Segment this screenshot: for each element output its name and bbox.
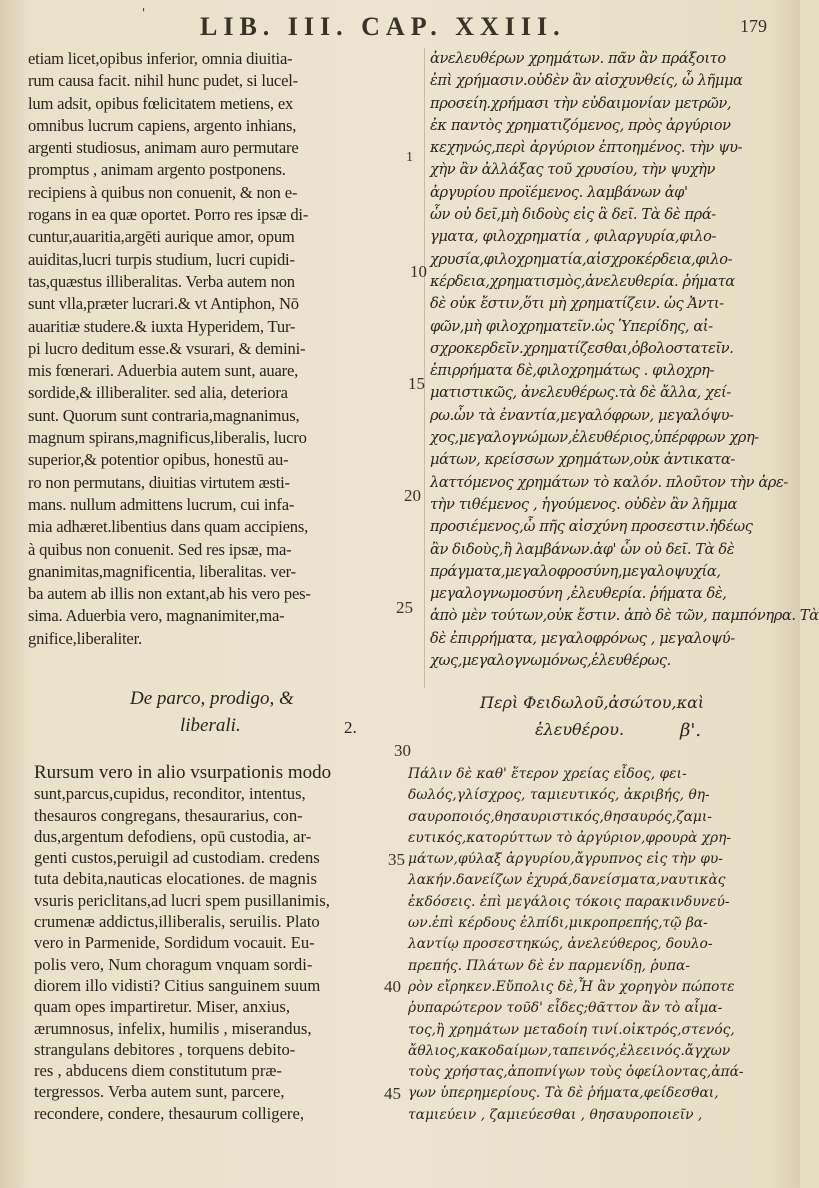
text-line: χὴν ἂν ἀλλάξας τοῦ χρυσίου, τὴν ψυχὴν	[430, 161, 715, 179]
text-line: ἀπὸ μὲν τούτων,οὐκ ἔστιν. ἀπὸ δὲ τῶν, παμπόνηρα. Τὰ	[430, 607, 819, 625]
text-line: tergressos. Verba autem sunt, parcere,	[34, 1082, 285, 1102]
text-line: δὲ ἐπιρρήματα, μεγαλοφρόνως , μεγαλοψύ-	[430, 629, 735, 647]
text-line: ων.ἐπὶ κέρδους ἐλπίδι,μικροπρεπής,τῷ βα-	[408, 915, 708, 932]
text-line: rum causa facit. nihil hunc pudet, si lucel-	[28, 71, 298, 91]
text-line: sunt,parcus,cupidus, reconditor, intentus,	[34, 784, 306, 804]
text-line: recipiens à quibus non conuenit, & non e-	[28, 182, 298, 202]
latin-column	[28, 48, 418, 650]
text-line: sordide,& illiberaliter. sed alia, deteriora	[28, 383, 288, 403]
line-number: 45	[384, 1084, 401, 1103]
text-line: λαντίῳ προσεστηκώς, ἀνελεύθερος, δουλο-	[408, 936, 713, 953]
text-line: sunt. Quorum sunt contraria,magnanimus,	[28, 405, 300, 425]
line-number: 30	[394, 741, 411, 760]
line-number: 10	[410, 262, 427, 281]
text-line: tuta debita,nauticas elocationes. de magnis	[34, 869, 317, 889]
text-line: πράγματα,μεγαλοφροσύνη,μεγαλοψυχία,	[430, 562, 721, 580]
text-line: φῶν,μὴ φιλοχρηματεῖν.ὡς Ὑπερίδης, αἰ-	[430, 317, 713, 335]
text-line: ἐπιρρήματα δὲ,φιλοχρημάτως . φιλοχρη-	[430, 362, 715, 380]
text-line: gnanimitas,magnificentia, liberalitas. ver-	[28, 561, 296, 581]
text-line: vsuris periclitans,ad lucri spem pusillanimis,	[34, 890, 330, 910]
text-line: recondere, condere, thesaurum colligere,	[34, 1103, 304, 1123]
line-number: 20	[404, 486, 421, 505]
text-line: diorem illo vidisti? Citius sanguinem suum	[34, 975, 321, 995]
text-line: γματα, φιλοχρηματία , φιλαργυρία,φιλο-	[430, 228, 717, 246]
text-line: vero in Parmenide, Sordidum vocauit. Eu-	[34, 933, 315, 953]
text-line: strangulans debitores , torquens debito-	[34, 1039, 296, 1059]
latin-column-section-2	[34, 762, 404, 1124]
text-line: promptus , animam argento postponens.	[28, 160, 286, 180]
text-line: sunt vlla,præter lucrari.& vt Antiphon, Nō	[28, 294, 299, 314]
text-line: κέρδεια,χρηματισμὸς,ἀνελευθερία. ῥήματα	[430, 272, 735, 290]
text-line: mans. nullum admittens lucrum, cui infa-	[28, 494, 295, 514]
text-line: χρυσία,φιλοχρηματία,αἰσχροκέρδεια,φιλο-	[430, 250, 733, 268]
text-line: dus,argentum defodiens, opū custodia, ar-	[34, 826, 312, 846]
text-line: ἀνελευθέρων χρημάτων. πᾶν ἂν πράξοιτο	[430, 50, 726, 67]
text-line: τοὺς χρήστας,ἀποπνίγων τοὺς ὀφείλοντας,ἀπά-	[408, 1064, 744, 1081]
text-line: mis fœnerari. Aduerbia autem sunt, auare,	[28, 361, 299, 381]
line-number: 40	[384, 977, 401, 996]
text-line: quam opes impartiretur. Miser, anxius,	[34, 997, 291, 1017]
text-line: ευτικός,κατορύττων τὸ ἀργύριον,φρουρὰ χρη-	[408, 829, 732, 846]
text-line: Πάλιν δὲ καθ' ἕτερον χρείας εἶδος, φει-	[408, 766, 687, 782]
text-line: tas,quæstus illiberalitas. Verba autem non	[28, 271, 295, 291]
text-line: cuntur,auaritia,argēti aurique amor, opum	[28, 227, 295, 247]
text-line: rogans in ea quæ oportet. Porro res ipsæ di-	[28, 205, 309, 225]
text-line: ærumnosus, infelix, humilis , miserandus,	[34, 1018, 312, 1038]
text-line: τὴν τιθέμενος , ἡγούμενος. οὐδὲν ἂν λῆμμα	[430, 495, 737, 513]
text-line: ἂν διδοὺς,ἢ λαμβάνων.ἀφ' ὧν οὐ δεῖ. Τὰ δὲ	[430, 540, 735, 558]
text-line: δωλός,γλίσχρος, ταμιευτικός, ἀκριβής, θη-	[408, 787, 710, 804]
text-line: gnifice,liberaliter.	[28, 628, 142, 648]
folio-number: 179	[740, 16, 767, 36]
text-line: lum adsit, opibus fœlicitatem metiens, ex	[28, 93, 294, 113]
greek-column	[430, 48, 819, 672]
text-line: μεγαλογνωμοσύνη ,ἐλευθερία. ῥήματα δὲ,	[430, 585, 727, 603]
section-heading-latin: De parco, prodigo, &	[130, 688, 294, 709]
text-line: ἀργυρίου προϊέμενος. λαμβάνων ἀφ'	[430, 183, 688, 201]
line-number: 1	[406, 150, 413, 165]
text-line: Rursum vero in alio vsurpationis modo	[34, 762, 332, 783]
text-line: ἐκ παντὸς χρηματιζόμενος, πρὸς ἀργύριον	[430, 116, 731, 134]
text-line: ἄθλιος,κακοδαίμων,ταπεινός,ἐλεεινός.ἄγχων	[408, 1042, 731, 1059]
text-line: crumenæ addictus,illiberalis, seruilis. Plato	[34, 912, 320, 932]
text-line: sima. Aduerbia vero, magnanimiter,ma-	[28, 606, 285, 626]
text-line: κεχηνώς,περὶ ἀργύριον ἐπτοημένος. τὴν ψυ-	[430, 139, 743, 157]
line-number: 35	[388, 850, 405, 869]
text-line: à quibus non conuenit. Sed res ipsæ, ma-	[28, 539, 292, 559]
text-line: μάτων, κρείσσων χρημάτων,οὐκ ἀντικατα-	[430, 451, 735, 469]
text-line: ῥυπαρώτερον τοῦδ' εἶδες;θᾶττον ἂν τὸ αἷμα-	[408, 1000, 723, 1017]
text-line: ματιστικῶς, ἀνελευθέρως.τὰ δὲ ἄλλα, χεί-	[430, 384, 731, 402]
text-line: polis vero, Num choragum vnquam sordi-	[34, 954, 313, 974]
text-line: genti custos,peruigil ad custodiam. credens	[34, 848, 320, 868]
text-line: argenti studiosus, animam auro permutare	[28, 138, 299, 158]
running-title: LIB. III. CAP. XXIII.	[200, 12, 566, 41]
line-number: 15	[408, 374, 425, 393]
text-line: λαττόμενος χρημάτων τὸ καλόν. πλοῦτον τὴν ἀρε-	[430, 473, 788, 491]
text-line: χος,μεγαλογνώμων,ἐλευθέριος,ὑπέρφρων χρη-	[430, 429, 759, 447]
section-number-latin: 2.	[344, 718, 357, 737]
text-line: auaritiæ studere.& iuxta Hyperidem, Tur-	[28, 316, 296, 336]
text-line: superior,& potentior opibus, honestū au-	[28, 450, 289, 470]
text-line: res , abducens diem constitutum præ-	[34, 1061, 282, 1081]
text-line: ρὸν εἴρηκεν.Εὔπολις δὲ,Ἦ ἂν χορηγὸν πώποτε	[408, 978, 735, 995]
text-line: σαυροποιός,θησαυριστικός,θησαυρός,ζαμι-	[408, 808, 712, 825]
text-line: λακήν.δανείζων ἐχυρά,δανείσματα,ναυτικὰς	[408, 872, 726, 889]
text-line: pi lucro deditum esse.& vsurari, & demini-	[28, 338, 306, 358]
text-line: γων ὑπερημερίους. Τὰ δὲ ῥήματα,φείδεσθαι,	[408, 1085, 719, 1102]
text-line: auiditas,lucri turpis studium, lucri cupidi-	[28, 249, 295, 269]
greek-column-section-2	[408, 764, 788, 1126]
line-number: 25	[396, 598, 413, 617]
text-line: πρεπής. Πλάτων δὲ ἐν παρμενίδῃ, ῥυπα-	[408, 957, 690, 974]
text-line: omnibus lucrum capiens, argento inhians,	[28, 115, 297, 135]
section-heading-greek: Περὶ Φειδωλοῦ,ἀσώτου,καὶ	[480, 693, 705, 712]
text-line: τος,ἢ χρημάτων μεταδοίη τινί.οἰκτρός,στενός,	[408, 1021, 735, 1038]
text-line: προσιέμενος,ὧ πῆς αἰσχύνη προσεστιν.ἡδέως	[430, 518, 753, 536]
section-heading-latin-2: liberali.	[180, 715, 241, 736]
text-line: σχροκερδεῖν.χρηματίζεσθαι,ὀβολοστατεῖν.	[430, 339, 734, 357]
text-line: μάτων,φύλαξ ἀργυρίου,ἄγρυπνος εἰς τὴν φυ-	[408, 851, 723, 868]
section-number-greek: β'.	[680, 720, 702, 741]
column-divider	[424, 48, 425, 688]
text-line: etiam licet,opibus inferior, omnia diuitia-	[28, 49, 293, 68]
running-header	[0, 6, 800, 46]
text-line: magnum spirans,magnificus,liberalis, lucro	[28, 428, 307, 448]
section-heading-greek-2: ἐλευθέρου.	[535, 720, 625, 739]
text-line: ἐκδόσεις. ἐπὶ μεγάλοις τόκοις παρακινδυνεύ-	[408, 893, 730, 910]
text-line: ba autem ab illis non extant,ab his vero pes-	[28, 584, 311, 604]
text-line: ρω.ὧν τὰ ἐναντία,μεγαλόφρων, μεγαλόψυ-	[430, 406, 734, 424]
text-line: mia adhæret.libentius dans quam accipiens,	[28, 517, 309, 537]
text-line: ro non permutans, diuitias virtutem æsti-	[28, 472, 290, 492]
text-line: χως,μεγαλογνωμόνως,ἐλευθέρως.	[430, 652, 671, 670]
text-line: thesauros congregans, thesaurarius, con-	[34, 805, 303, 825]
text-line: ὧν οὐ δεῖ,μὴ διδοὺς εἰς ἃ δεῖ. Τὰ δὲ πρά-	[430, 206, 716, 224]
text-line: δὲ οὐκ ἔστιν,ὅτι μὴ χρηματίζειν. ὡς Ἀντι-	[430, 295, 724, 313]
text-line: προσείη.χρήμασι τὴν εὐδαιμονίαν μετρῶν,	[430, 94, 732, 112]
text-line: ἐπὶ χρήμασιν.οὐδὲν ἂν αἰσχυνθείς, ὧ λῆμμα	[430, 72, 743, 90]
text-line: ταμιεύειν , ζαμιεύεσθαι , θησαυροποιεῖν ,	[408, 1106, 703, 1123]
header-mark: '	[142, 6, 146, 20]
